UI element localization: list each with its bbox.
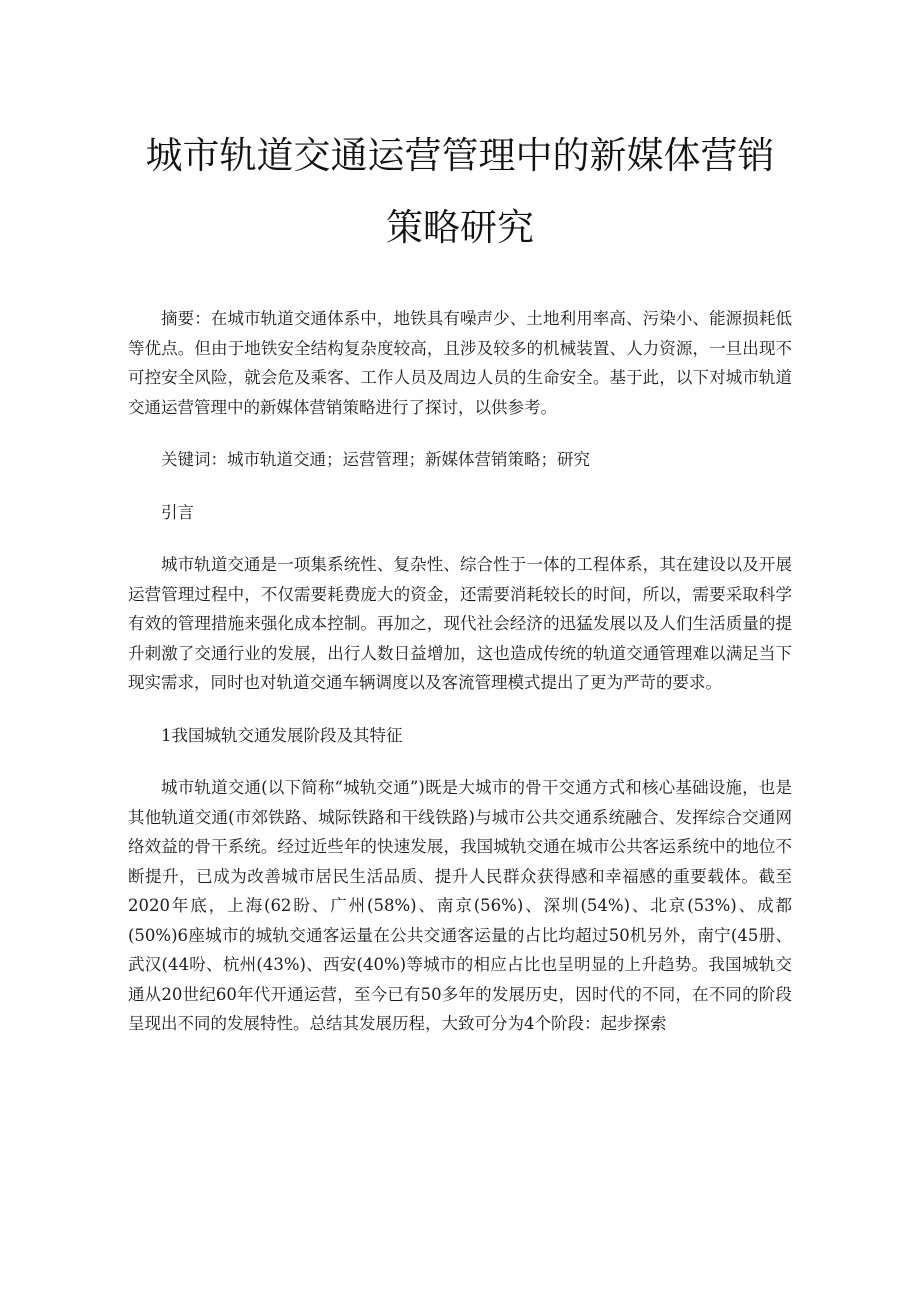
abstract-paragraph: 摘要：在城市轨道交通体系中，地铁具有噪声少、土地利用率高、污染小、能源损耗低等优点。但由于地铁安全结构复杂度较高，且涉及较多的机械装置、人力资源，一旦出现不可控安全风险，就会危及乘客、工作人员及周边人员的生命安全。基于此，以下对城市轨道交通运营管理中的新媒体营销策略进行了探讨，以供参考。 xyxy=(128,309,792,417)
section-1-heading: 1我国城轨交通发展阶段及其特征 xyxy=(161,725,403,745)
section-1-paragraph: 城市轨道交通(以下简称“城轨交通”)既是大城市的骨干交通方式和核心基础设施，也是其他轨道交通(市郊铁路、城际铁路和干线铁路)与城市公共交通系统融合、发挥综合交通网络效益的骨干系统。经过近些年的快速发展，我国城轨交通在城市公共客运系统中的地位不断提升，已成为改善城市居民生活品质、提升人民群众获得感和幸福感的重要载体。截至2020年底，上海(62盼、广州(58%)、南京(56%)、深圳(54%)、北京(53%)、成都(50%)6座城市的城轨交通客运量在公共交通客运量的占比均超过50机另外，南宁(45册、武汉(44吩、杭州(43%)、西安(40%)等城市的相应占比也呈明显的上升趋势。我国城轨交通从20世纪60年代开通运营，至今已有50多年的发展历史，因时代的不同，在不同的阶段呈现出不同的发展特性。总结其发展历程，大致可分为4个阶段：起步探索 xyxy=(128,778,792,1033)
keywords-line: 关键词：城市轨道交通；运营管理；新媒体营销策略；研究 xyxy=(161,450,590,469)
page-title-line-2: 策略研究 xyxy=(386,206,534,249)
page-title-line-1: 城市轨道交通运营管理中的新媒体营销 xyxy=(145,134,775,177)
title-block xyxy=(128,120,792,264)
intro-heading: 引言 xyxy=(161,502,194,522)
intro-paragraph: 城市轨道交通是一项集系统性、复杂性、综合性于一体的工程体系，其在建设以及开展运营管理过程中，不仅需要耗费庞大的资金，还需要消耗较长的时间，所以，需要采取科学有效的管理措施来强化成本控制。再加之，现代社会经济的迅猛发展以及人们生活质量的提升刺激了交通行业的发展，出行人数日益增加，这也造成传统的轨道交通管理难以满足当下现实需求，同时也对轨道交通车辆调度以及客流管理模式提出了更为严苛的要求。 xyxy=(128,555,792,692)
